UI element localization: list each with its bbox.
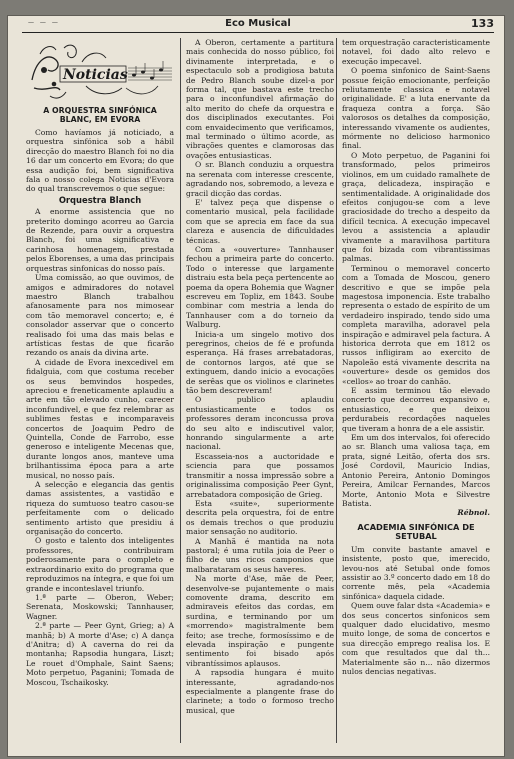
program-part-2: 2.ª parte — Peer Gynt, Grieg; a) A manhã; b) A morte d'Ase; c) A dança d'Anitra; d) A caverna do rei da montanha; Rapsodia hungara, Liszt; Le rouet d'Omphale, Saint Saens; Moto perpetuo, Paganini; Tomada de Moscou, Tschaikosky. — [26, 621, 174, 687]
article-subheading: Orquestra Blanch — [58, 194, 142, 205]
paragraph: A selecção e elegancia das gentis damas assistentes, a vastidão e riqueza do sumtuoso teatro casou-se perfeitamente com o delicado sentimento artisto que presidiu á organisação do concerto. — [26, 480, 174, 537]
noticias-ornament-icon — [26, 40, 174, 102]
paragraph: Terminou o memoravel concerto com a Tomada de Moscou, genero descritivo e que se impõe pela magestosa imponencia. Este trabalho representa o estado de espírito de um verdadeiro inspirado, tendo sido uma completa maravilha, adoravel pela inspiração e admiravel pela factura. A historica derrota que em 1812 os russos infligiram ao exercito de Napoleão está vivamente descrita na «ouverture» desde os gemidos dos «cellos» ao troar do canhão. — [342, 263, 490, 386]
paragraph: tem orquestração caracteristicamente notavel, foi dado alto relevo e execução impecavel. — [342, 38, 490, 66]
article-title: A ORQUESTRA SINFÓNICA BLANC, EM EVORA — [43, 106, 157, 124]
paragraph: Escasseia-nos a auctoridade e sciencia para que possamos transmitir a nossa impressão sobre a originalissima composição Peer Gynt, arrebatadora composição de Grieg. — [186, 451, 334, 499]
paragraph: Em um dos intervalos, foi oferecido ao sr. Blanch uma valiosa taça, em prata, signé Leitão, oferta dos srs. José Cordovil, Mauricio Indias, Antonio Pereira, Antonio Domingos Pereira, Amilcar Fernandes, Marcos Morte, Antonio Mota e Silvestre Batista. — [342, 433, 490, 508]
paragraph: E assim terminou tão elevado concerto que decorreu expansivo e, entusiastico, e que deixou perdurabeis recordações naqueles que tiveram a honra de a ele assistir. — [342, 386, 490, 433]
column-2 — [186, 38, 334, 715]
column-rule-1 — [180, 38, 181, 743]
paragraph: A Manhã é mantida na nota pastoral; é uma rutila joia de Peer o filho de uns ricos camponios que malbarataram os seus haveres. — [186, 536, 334, 574]
paragraph: A rapsodia hungara é muito interessante, agradando-nos especialmente a plangente frase do clarinete; a todo o formoso trecho musical, que — [186, 668, 334, 715]
paragraph: O publico aplaudiu entusiasticamente e todos os professores deram inconcussa prova do seu alto e indiscutivel valor, honrando singularmente a arte nacional. — [186, 395, 334, 452]
column-3 — [342, 38, 490, 676]
paragraph: Quem ouve falar dsta «Academia» e dos seus concertos sinfonicos sem qualquer dado elucidativo, mesmo muito longe, de soma de concertos e sua direcção emprego realisa los. E com que resultados que dal th... Materialmente são n... não dizermos nulos dencias negativas. — [342, 601, 490, 676]
article-intro: Como havíamos já noticiado, a orquestra sinfónica sob a hábil direcção do maestro Blanch foi no dia 16 dar um concerto em Evora; do que essa audição foi, bem significativa fala o nosso colega Noticias d'Evora do qual transcrevemos o que segue: — [26, 128, 174, 194]
program-part-1: 1.ª parte — Oberon, Weber; Serenata, Moskowski; Tannhauser, Wagner. — [26, 592, 174, 621]
newspaper-page — [8, 16, 504, 756]
page-number: 133 — [471, 17, 494, 30]
paragraph: A cidade de Evora inexcedivel em fidalguia, com que costuma receber os seus bemvindos hospedes, apreciou e freneticamente aplaudiu a arte em tão elevado cunho, carecer inconfundivel, e que fez relembrar as sublimes festas e incomparaveis concertos de Joaquim Pedro de Quintella, Conde de Farrobo, esse generoso e inteligente Mecenas que, durante longos anos, manteve uma brilhantissima época para a arte musical, no nosso país. — [26, 357, 174, 480]
paragraph: Esta «suite», superiormente descrita pela orquestra, foi de entre os demais trechos o que produziu maior sensação no auditorio. — [186, 498, 334, 537]
column-1 — [26, 38, 174, 687]
publication-title: Eco Musical — [225, 18, 291, 29]
paragraph: A Oberon, certamente a partitura mais conhecida do nosso público, foi divinamente interpretada, e o espectaculo sob a prodigiosa batuta de Pedro Blanch soube dizel-a por forma tal, que bastava este trecho para o inconfundivel afirmação do alto merito do chefe da orquestra e dos disciplinados executantes. Foi com envaidecimento que verificamos, mal terminado o último acorde, as vibrações quentes e clamorosas das ovações entusiasticas. — [186, 38, 334, 160]
paragraph: E' talvez peça que dispense o comentario musical, pela facilidade com que se aprecia em face da sua clareza e ausencia de dificuldades técnicas. — [186, 197, 334, 245]
header-left-mark: — — — — [28, 19, 60, 26]
paragraph: Uma comissão, ao que ouvimos, de amigos e admiradores do notavel maestro Blanch trabalhou afanosamente para nos mimosear com tão memoravel concerto; e, é consolador asservar que o concerto realisado foi uma das mais belas e artísticas festas de que ficarão rezando os anais da divina arte. — [26, 273, 174, 358]
paragraph: O sr. Blanch conduziu a orquestra na serenata com interesse crescente, agradando nos, sobremodo, a leveza e gracil dicção das cordas. — [186, 160, 334, 198]
paragraph: O gosto e talento dos inteligentes professores, contribuiram poderosamente para o completo e extraordinario exito do programa que reproduzimos na íntegra, e que foi um grande e inconteslavel triunfo. — [26, 536, 174, 593]
paragraph: O poema sinfonico de Saint-Saens possue feição emocionante, perfeição reliutamente classica e notavel originalidade. E' a luta enervante da fraqueza contra a força. São valorosos os detalhes da composição, interessando vivamente os audientes, mórmente no delicioso harmonico final. — [342, 66, 490, 151]
article-title: ACADEMIA SINFÓNICA DE SETUBAL — [357, 521, 475, 541]
paragraph: Com a «ouverture» Tannhauser fechou a primeira parte do concerto. Todo o interesse que largamente distraiu esta bela peça pertencente ao poema da opera Bohemia que Wagner escreveu em Topliz, em 1843. Soube combinar com mestria a lenda do Tannhauser com a do torneio da Walburg. — [186, 244, 334, 330]
column-rule-2 — [336, 38, 337, 743]
paragraph: O Moto perpetuo, de Paganini foi transformado, pelos primeiros violinos, em um cuidado ramalhete de graça, delicadeza, inspiração e sentimentalidade. A originalidade dos efeitos conjugou-se com a leve graciosidade do trecho a despeito da difícil tecnica. A execução impecavel levou a assistencia a aplaudir vivamente a maravilhosa partitura que foi bizada com vibrantissimas palmas. — [342, 150, 490, 264]
paragraph: A enorme assistencia que no preterito domingo acorreu ao Garcia de Rezende, para ouvir a orquestra Blanch, foi uma significativa e carinhosa homenagem, prestada pelos Eborenses, a uma das principais orquestras sinfonicas do nosso país. — [26, 207, 174, 273]
signature: Rébnol. — [457, 508, 490, 518]
paragraph: Um convite bastante amavel e insistente, posto que, imerecido, levou-nos até Setubal onde fomos assistir ao 3.º concerto dado em 18 do corrente mês, pela «Academia sinfónica» daquela cidade. — [342, 544, 490, 601]
paragraph: Inicia-a um singelo motivo dos peregrinos, cheios de fé e profunda esperança. Há frases arrebatadoras, de contornos largos, até que se extinguem, dando inicio a evocações de serêas que os violinos e clarinetes tão bem descreveram! — [186, 329, 334, 396]
paragraph: Na morte d'Ase, mãe de Peer, desenvolve-se pujantemente o mais comovente drama, descrito em admiraveis efeitos das cordas, em surdina, e terminando por um «morrendo» magistralmente bem feito; ase treche, formosíssimo e de elevada inspiração e pungente sentimento foi bisado após vibrantíssimos aplausos. — [186, 574, 334, 668]
ornament-label: Noticias — [63, 67, 128, 83]
page-header — [22, 19, 494, 33]
